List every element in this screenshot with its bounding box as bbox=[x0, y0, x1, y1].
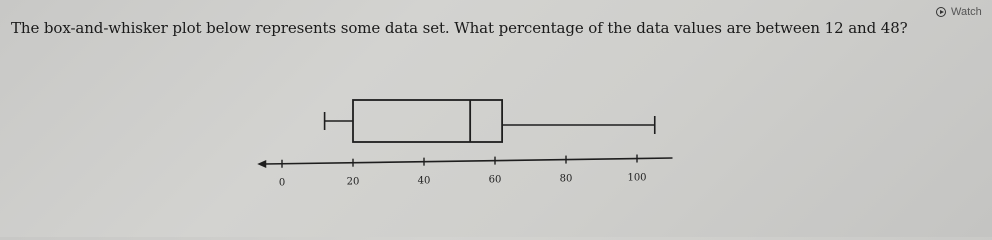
watch-label: Watch bbox=[951, 6, 982, 18]
tick-label: 80 bbox=[559, 173, 573, 185]
number-line bbox=[264, 158, 672, 164]
iqr-box bbox=[353, 100, 502, 142]
tick-label: 40 bbox=[417, 175, 431, 187]
left-arrow bbox=[257, 160, 266, 168]
question-text: The box-and-whisker plot below represents some data set. What percentage of the data values are between 12 and 48? bbox=[11, 19, 908, 37]
tick-label: 20 bbox=[346, 176, 360, 188]
tick-label: 100 bbox=[627, 172, 647, 184]
tick-label: 60 bbox=[488, 174, 502, 186]
tick-label: 0 bbox=[278, 177, 286, 189]
